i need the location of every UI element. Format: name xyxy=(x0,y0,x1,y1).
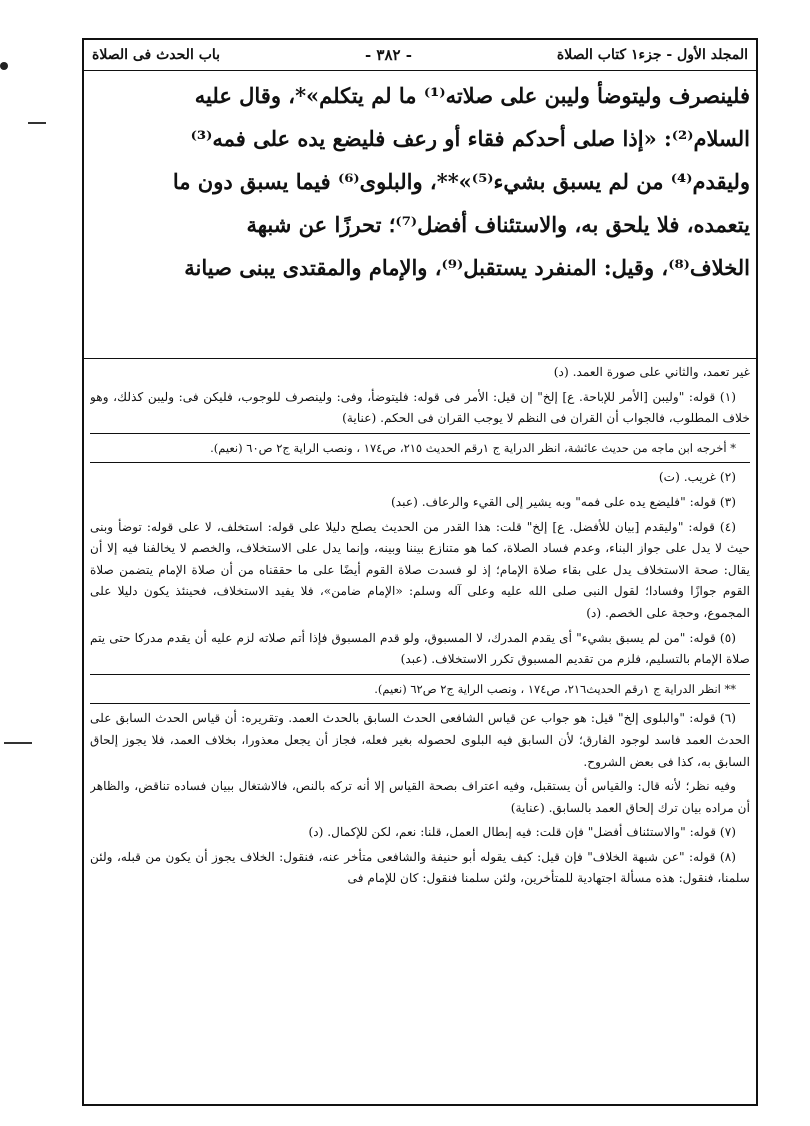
footnote-divider xyxy=(84,358,756,359)
footnote-7: (٧) قوله: "والاستئناف أفضل" فإن قلت: فيه إبطال العمل، قلنا: نعم، لكن للإكمال. (د) xyxy=(308,825,736,840)
scan-dot-mark xyxy=(0,62,8,70)
footnote-separator xyxy=(90,433,750,434)
scan-dash-mark xyxy=(28,122,46,124)
main-line-2: السلام⁽²⁾: «إذا صلى أحدكم فقاء أو رعف فليضع يده على فمه⁽³⁾ xyxy=(190,126,750,151)
scan-dash-mark-2 xyxy=(4,742,32,744)
header-chapter-title: باب الحدث فى الصلاة xyxy=(92,47,221,63)
main-line-5: الخلاف⁽⁸⁾، وقيل: المنفرد يستقبل⁽⁹⁾، والإمام والمقتدى يبنى صيانة xyxy=(184,255,750,280)
footnote-3: (٣) قوله: "فليضع يده على فمه" وبه يشير إلى القيء والرعاف. (عبد) xyxy=(391,494,736,509)
header-volume-title: المجلد الأول - جزء١ كتاب الصلاة xyxy=(556,47,748,63)
hadith-reference-2: ** انظر الدراية ج ١رقم الحديث٢١٦، ص١٧٤ ، ونصب الراية ج٢ ص٦٢ (نعيم). xyxy=(374,681,736,696)
hadith-reference-1: * أخرجه ابن ماجه من حديث عائشة، انظر الدراية ج ١رقم الحديث ٢١٥، ص١٧٤ ، ونصب الراية ج٢ ص٦٠ (نعيم). xyxy=(210,440,736,455)
footnote-1: (١) قوله: "وليبن [الأمر للإباحة. ع] إلخ" إن قيل: الأمر فى قوله: فليتوضأ، وفى: ولينصرف للوجوب، فليكن فى: وليبن كذلك، وهو خلاف المطلوب، فالجواب أن القران فى النظم لا يوجب القران فى الحكم. (عناية) xyxy=(90,389,750,426)
footnote-6: (٦) قوله: "والبلوى إلخ" قيل: هو جواب عن قياس الشافعى الحدث السابق بالحدث العمد. وتقريره: أن قياس الحدث السابق على الحدث العمد فاسد لوجود الفارق؛ لأن السابق فيه البلوى لحصوله بغير فعله، فجاز أن يجعل معذورا، بخلاف العمد، فلا يجوز إلحاق السابق به، كذا فى بعض الشروح. xyxy=(90,711,750,769)
footnote-separator-3 xyxy=(90,674,750,675)
book-page xyxy=(82,38,758,1106)
footnote-8: (٨) قوله: "عن شبهة الخلاف" فإن قيل: كيف يقوله أبو حنيفة والشافعى متأخر عنه، فنقول: الخلاف يجوز أن يكون من قبله، ولئن سلمنا، فنقول: هذه مسألة اجتهادية للمتأخرين، ولئن سلمنا فنقول: كان للإمام فى xyxy=(90,849,750,886)
main-text xyxy=(90,74,750,352)
footnotes xyxy=(90,362,750,1104)
footnote-separator-2 xyxy=(90,462,750,463)
footnote-separator-4 xyxy=(90,703,750,704)
main-line-4: يتعمده، فلا يلحق به، والاستئناف أفضل⁽⁷⁾؛ تحرزًا عن شبهة xyxy=(246,212,750,237)
footnote-5: (٥) قوله: "من لم يسبق بشيء" أى يقدم المدرك، لا المسبوق، ولو قدم المسبوق فإذا أتم صلاته لزم عليه أن يقدم مدركا حتى يتم صلاة الإمام بالتسليم، فلزم من تقديم المسبوق تكرر الاستخلاف. (عبد) xyxy=(90,630,750,667)
main-line-1: فلينصرف وليتوضأ وليبن على صلاته⁽¹⁾ ما لم يتكلم»*، وقال عليه xyxy=(194,83,750,108)
footnote-continuation: غير تعمد، والثاني على صورة العمد. (د) xyxy=(553,365,750,379)
running-header xyxy=(84,40,756,71)
footnote-4: (٤) قوله: "وليقدم [بيان للأفضل. ع] إلخ" قلت: هذا القدر من الحديث يصلح دليلا على قوله: استخلف، لا على قوله: توضأ وبنى حيث لا يدل على جواز البناء، وعدم فساد الصلاة، كما هو متنازع بيننا وبينه، وإنما يدل على الاستخلاف، والخصم لا يخالفنا فيه إلا أن يقال: صحة الاستخلاف يدل على بقاء صلاة الإمام؛ إذ لو فسدت صلاة القوم أيضًا على ما حققناه من أن صلاة الإمام يتضمن صلاة القوم جوازًا وفسادا؛ لقول النبى صلى الله عليه وعلى آله وسلم: «الإمام ضامن»، فلا يفيد الاستخلاف، فحينئذ يكون دليلا على المجموع، وحجة على الخصم. (د) xyxy=(90,519,750,620)
page-number: - ٣٨٢ - xyxy=(364,46,413,64)
main-line-3: وليقدم⁽⁴⁾ من لم يسبق بشيء⁽⁵⁾»**، والبلوى⁽⁶⁾ فيما يسبق دون ما xyxy=(172,169,750,194)
footnote-6-continued: وفيه نظر؛ لأنه قال: والقياس أن يستقبل، وفيه اعتراف بصحة القياس إلا أنه تركه بالنص، فالاشتغال ببيان فساده تناقض، والظاهر أن مراده بيان ترك إلحاق العمد بالسابق. (عناية) xyxy=(90,779,750,815)
footnote-2: (٢) غريب. (ت) xyxy=(658,470,736,485)
